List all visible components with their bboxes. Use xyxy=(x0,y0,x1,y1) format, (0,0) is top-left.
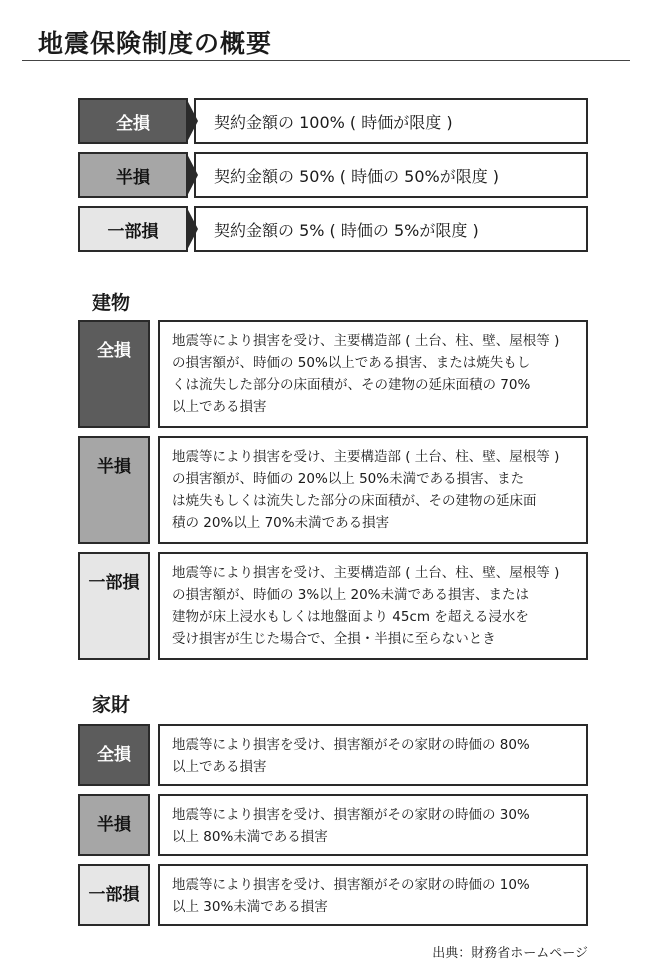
building-row-partial-loss xyxy=(78,552,588,660)
contents-desc-full-loss xyxy=(158,724,588,786)
desc-line: 地震等により損害を受け、損害額がその家財の時価の 80% xyxy=(172,737,530,753)
desc-line: 以上である損害 xyxy=(172,759,267,775)
contents-label-partial-loss: 一部損 xyxy=(78,864,150,926)
contents-row-half-loss xyxy=(78,794,588,856)
building-label-partial-loss: 一部損 xyxy=(78,552,150,660)
contents-label-half-loss: 半損 xyxy=(78,794,150,856)
building-desc-partial-loss xyxy=(158,552,588,660)
summary-label-half-loss: 半損 xyxy=(78,152,188,198)
building-desc-half-loss xyxy=(158,436,588,544)
desc-line: 以上 80%未満である損害 xyxy=(172,829,328,845)
desc-line: 地震等により損害を受け、損害額がその家財の時価の 30% xyxy=(172,807,530,823)
summary-label-full-loss: 全損 xyxy=(78,98,188,144)
desc-line: 建物が床上浸水もしくは地盤面より 45cm を超える浸水を xyxy=(172,609,529,625)
summary-label-partial-loss: 一部損 xyxy=(78,206,188,252)
summary-text-partial-loss: 契約金額の 5% ( 時価の 5%が限度 ) xyxy=(194,206,588,252)
desc-line: の損害額が、時価の 20%以上 50%未満である損害、また xyxy=(172,471,525,487)
page-title: 地震保険制度の概要 xyxy=(38,29,273,58)
desc-line: 以上 30%未満である損害 xyxy=(172,899,328,915)
contents-label-full-loss: 全損 xyxy=(78,724,150,786)
desc-line: 地震等により損害を受け、主要構造部 ( 土台、柱、壁、屋根等 ) xyxy=(172,333,560,349)
summary-row-half-loss xyxy=(78,152,588,198)
desc-line: 受け損害が生じた場合で、全損・半損に至らないとき xyxy=(172,631,496,647)
building-heading: 建物 xyxy=(92,292,131,314)
building-label-half-loss: 半損 xyxy=(78,436,150,544)
desc-line: 以上である損害 xyxy=(172,399,267,415)
building-row-half-loss xyxy=(78,436,588,544)
desc-line: の損害額が、時価の 50%以上である損害、または焼失もし xyxy=(172,355,531,371)
summary-text-half-loss: 契約金額の 50% ( 時価の 50%が限度 ) xyxy=(194,152,588,198)
building-desc-full-loss xyxy=(158,320,588,428)
desc-line: は焼失もしくは流失した部分の床面積が、その建物の延床面 xyxy=(172,493,537,509)
summary-text-full-loss: 契約金額の 100% ( 時価が限度 ) xyxy=(194,98,588,144)
summary-row-partial-loss xyxy=(78,206,588,252)
building-row-full-loss xyxy=(78,320,588,428)
desc-line: 積の 20%以上 70%未満である損害 xyxy=(172,515,390,531)
desc-line: 地震等により損害を受け、主要構造部 ( 土台、柱、壁、屋根等 ) xyxy=(172,449,560,465)
contents-desc-half-loss xyxy=(158,794,588,856)
desc-line: 地震等により損害を受け、損害額がその家財の時価の 10% xyxy=(172,877,530,893)
desc-line: くは流失した部分の床面積が、その建物の延床面積の 70% xyxy=(172,377,531,393)
contents-row-full-loss xyxy=(78,724,588,786)
building-label-full-loss: 全損 xyxy=(78,320,150,428)
desc-line: の損害額が、時価の 3%以上 20%未満である損害、または xyxy=(172,587,530,603)
contents-desc-partial-loss xyxy=(158,864,588,926)
source-note: 出典：財務省ホームページ xyxy=(432,946,588,961)
contents-row-partial-loss xyxy=(78,864,588,926)
title-divider xyxy=(22,60,630,61)
contents-heading: 家財 xyxy=(92,694,131,716)
summary-row-full-loss xyxy=(78,98,588,144)
desc-line: 地震等により損害を受け、主要構造部 ( 土台、柱、壁、屋根等 ) xyxy=(172,565,560,581)
